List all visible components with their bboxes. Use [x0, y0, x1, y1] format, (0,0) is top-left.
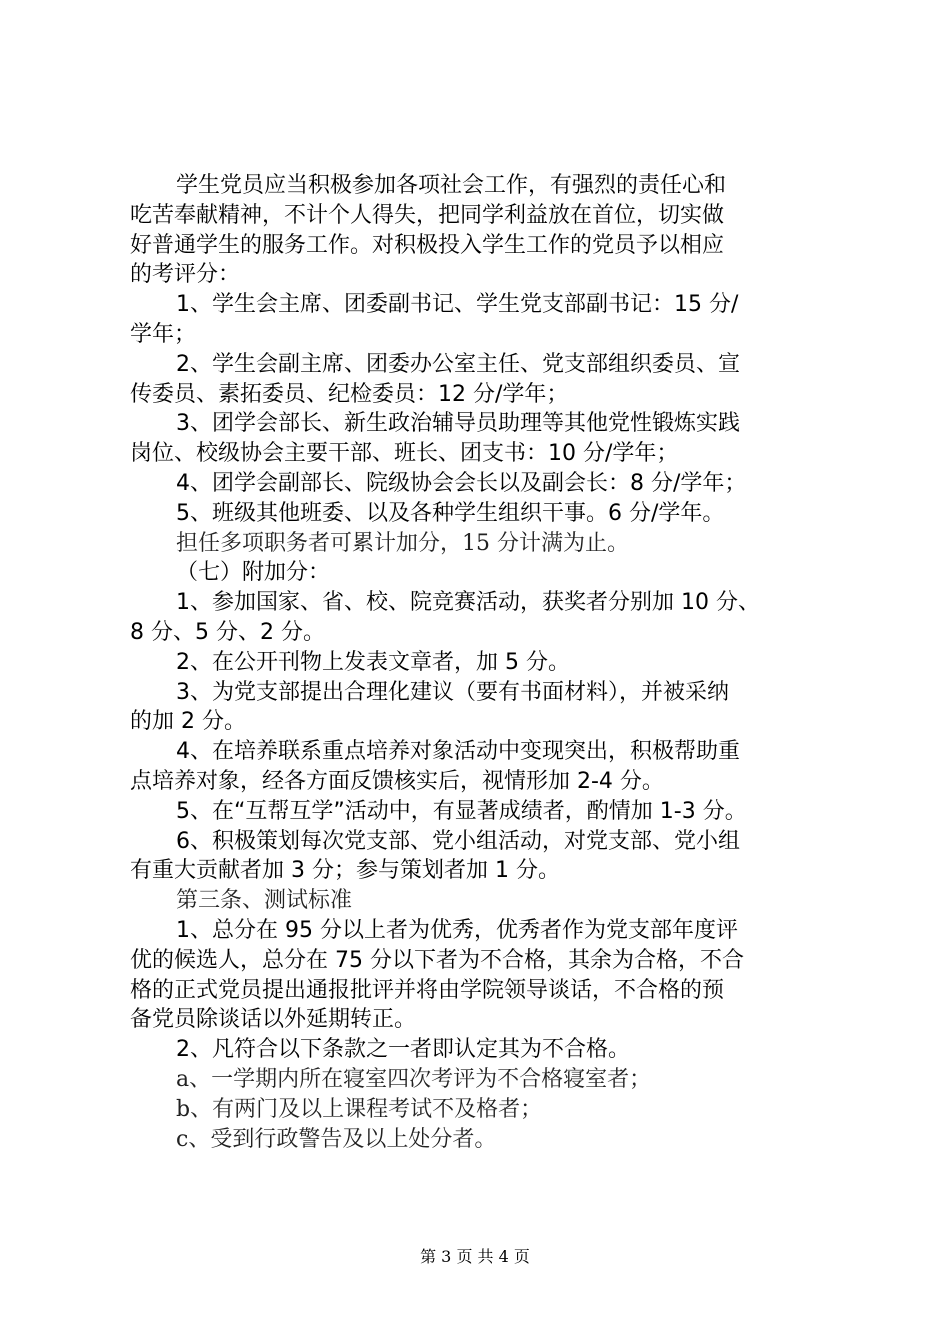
document-line: 5、在“互帮互学”活动中，有显著成绩者，酌情加 1-3 分。: [176, 798, 747, 824]
document-line: 6、积极策划每次党支部、党小组活动，对党支部、党小组: [176, 828, 740, 854]
document-body: [130, 171, 830, 1154]
document-line: 的加 2 分。: [130, 709, 246, 735]
document-line: 4、在培养联系重点培养对象活动中变现突出，积极帮助重: [176, 739, 740, 765]
document-line: 好普通学生的服务工作。对积极投入学生工作的党员予以相应: [130, 232, 725, 258]
document-line: 5、班级其他班委、以及各种学生组织干事。6 分/学年。: [176, 500, 725, 526]
document-line: 2、凡符合以下条款之一者即认定其为不合格。: [176, 1037, 630, 1063]
document-line: 担任多项职务者可累计加分，15 分计满为止。: [176, 530, 629, 556]
document-line: 2、学生会副主席、团委办公室主任、党支部组织委员、宣: [176, 351, 740, 377]
document-line: 有重大贡献者加 3 分；参与策划者加 1 分。: [130, 858, 560, 884]
document-line: 1、参加国家、省、校、院竞赛活动，获奖者分别加 10 分、: [176, 590, 760, 616]
document-line: 的考评分：: [130, 262, 241, 288]
document-line: 学生党员应当积极参加各项社会工作，有强烈的责任心和: [176, 173, 727, 198]
document-line: 第三条、测试标准: [176, 888, 353, 914]
document-line: a、一学期内所在寝室四次考评为不合格寝室者；: [176, 1066, 652, 1092]
document-line: 3、为党支部提出合理化建议（要有书面材料），并被采纳: [176, 679, 729, 705]
document-line: 传委员、素拓委员、纪检委员：12 分/学年；: [130, 381, 569, 407]
document-line: 备党员除谈话以外延期转正。: [130, 1007, 417, 1033]
document-line: 4、团学会副部长、院级协会会长以及副会长：8 分/学年；: [176, 470, 747, 496]
document-line: 格的正式党员提出通报批评并将由学院领导谈话，不合格的预: [130, 977, 725, 1003]
document-line: 点培养对象，经各方面反馈核实后，视情形加 2-4 分。: [130, 768, 664, 794]
document-line: 2、在公开刊物上发表文章者，加 5 分。: [176, 649, 570, 675]
document-line: 1、总分在 95 分以上者为优秀，优秀者作为党支部年度评: [176, 917, 738, 943]
document-line: 1、学生会主席、团委副书记、学生党支部副书记：15 分/: [176, 292, 739, 318]
page-footer: 第 3 页 共 4 页: [420, 1247, 530, 1266]
document-line: 吃苦奉献精神，不计个人得失，把同学利益放在首位，切实做: [130, 202, 725, 228]
document-line: 岗位、校级协会主要干部、班长、团支书：10 分/学年；: [130, 441, 679, 467]
document-line: 优的候选人，总分在 75 分以下者为不合格，其余为合格，不合: [130, 947, 744, 973]
document-line: c、受到行政警告及以上处分者。: [176, 1126, 497, 1152]
document-line: 8 分、5 分、2 分。: [130, 619, 325, 645]
document-line: b、有两门及以上课程考试不及格者；: [176, 1096, 543, 1122]
document-line: （七）附加分：: [176, 560, 331, 586]
document-line: 学年；: [130, 321, 197, 347]
document-line: 3、团学会部长、新生政治辅导员助理等其他党性锻炼实践: [176, 411, 740, 437]
